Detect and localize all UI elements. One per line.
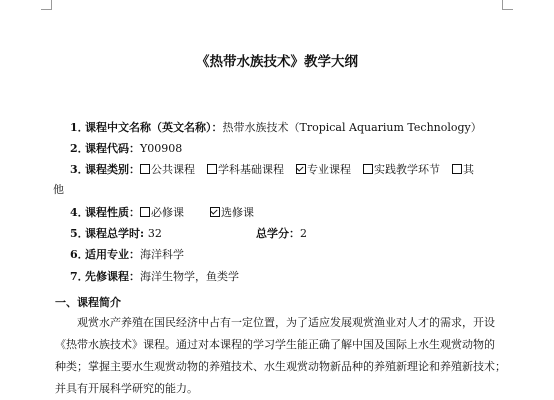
page-corner-mark-left-h [41,9,51,10]
option-required[interactable]: 必修课 [140,206,184,220]
item-label: 课程中文名称（英文名称）： [85,121,223,134]
checkbox-checked-icon[interactable] [210,207,220,217]
checkbox-icon[interactable] [140,164,150,174]
option-other[interactable]: 其 [452,163,474,177]
option-practice-course[interactable]: 实践教学环节 [363,163,440,177]
item-number: 4． [70,206,89,219]
paragraph-line: 并具有开展科学研究的能力。 [55,382,198,395]
item-major [70,248,184,262]
item-number: 1． [70,121,89,134]
item-label: 适用专业： [85,248,140,261]
item-number: 7． [70,270,89,283]
item-value: 32 [147,227,162,240]
item-course-name [70,121,482,135]
section-heading: 一、课程简介 [55,296,121,309]
item-course-code [70,142,182,156]
document-title: 《热带水族技术》教学大纲 [196,54,358,70]
item-label: 课程总学时: [85,227,148,240]
item-label: 课程代码： [85,142,140,155]
item-number: 3． [70,163,89,176]
option-public-course[interactable]: 公共课程 [140,163,195,177]
item-label: 先修课程： [85,270,140,283]
paragraph-line: 《热带水族技术》课程。通过对本课程的学习学生能正确了解中国及国际上水生观赏动物的 [55,338,495,351]
item-credits [256,227,307,241]
item-label: 课程性质： [85,206,140,219]
item-prerequisites [70,270,239,284]
item-course-category-wrap: 他 [53,183,64,196]
checkbox-icon[interactable] [452,164,462,174]
checkbox-checked-icon[interactable] [296,164,306,174]
item-value: 海洋生物学，鱼类学 [140,270,239,283]
item-course-hours [70,227,162,241]
checkbox-icon[interactable] [207,164,217,174]
item-label: 课程类别： [85,163,140,176]
item-number: 6． [70,248,89,261]
page-corner-mark-left [51,0,52,10]
option-elective[interactable]: 选修课 [210,206,254,220]
item-number: 5． [70,227,89,240]
paragraph-line: 观赏水产养殖在国民经济中占有一定位置，为了适应发展观赏渔业对人才的需求，开设 [77,316,495,329]
checkbox-icon[interactable] [363,164,373,174]
item-value: 热带水族技术（Tropical Aquarium Technology） [222,121,482,134]
item-value: 海洋科学 [140,248,184,261]
page-corner-mark-right-h [503,9,513,10]
checkbox-icon[interactable] [140,207,150,217]
option-major-course[interactable]: 专业课程 [296,163,351,177]
option-basic-course[interactable]: 学科基础课程 [207,163,284,177]
item-number: 2． [70,142,89,155]
item-course-category [70,163,474,177]
item-value: 2 [300,227,307,240]
item-course-nature [70,206,266,220]
item-label: 总学分： [256,227,300,240]
paragraph-line: 种类；掌握主要水生观赏动物的养殖技术、水生观赏动物新品种的养殖新理论和养殖新技术； [55,360,506,373]
item-value: Y00908 [140,142,183,155]
